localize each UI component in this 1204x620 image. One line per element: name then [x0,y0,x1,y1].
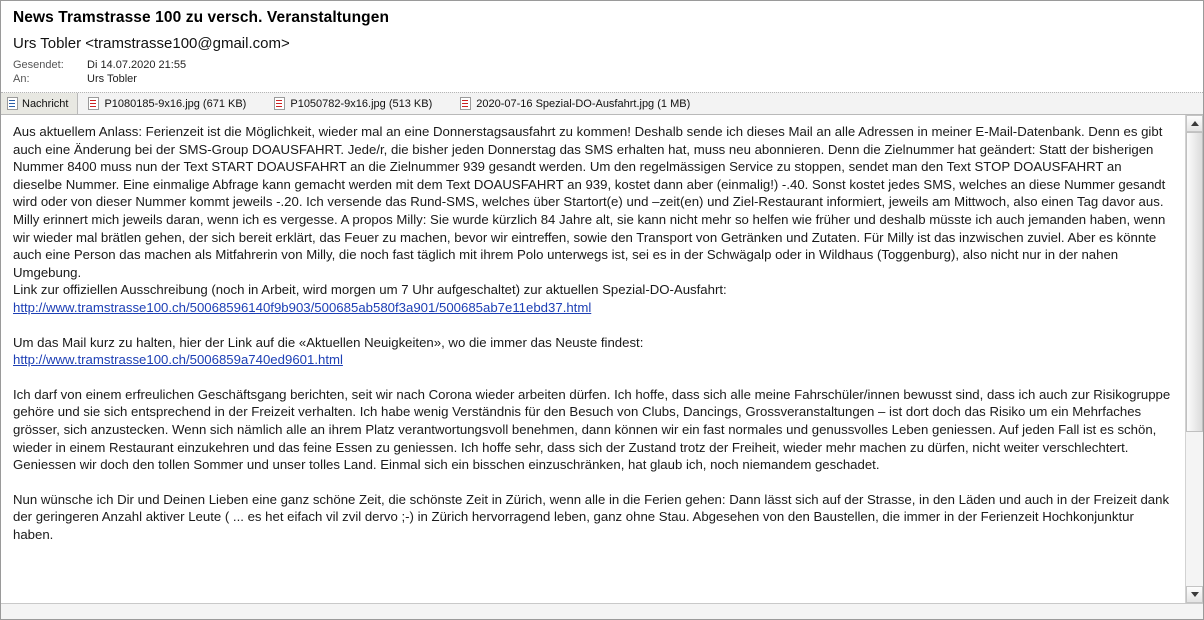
document-icon [460,97,471,110]
tab-message[interactable] [1,93,78,114]
attachment-label-3: 2020-07-16 Spezial-DO-Ausfahrt.jpg (1 MB) [476,97,691,110]
attachment-item-1[interactable] [78,93,264,114]
body-link-1-wrap [13,299,1171,317]
message-from: Urs Tobler <tramstrasse100@gmail.com> [13,35,290,52]
chevron-up-icon [1191,121,1199,126]
attachment-bar [1,92,1203,115]
message-header [1,1,1203,86]
body-paragraph-3: Um das Mail kurz zu halten, hier der Link auf die «Aktuellen Neuigkeiten», wo die immer das Neuste findest: [13,334,644,350]
tab-message-label: Nachricht [22,97,69,110]
vertical-scrollbar[interactable] [1185,115,1203,603]
message-body [1,115,1185,603]
meta-value-sent: Di 14.07.2020 21:55 [87,59,187,71]
status-bar [1,603,1203,620]
scroll-down-button[interactable] [1186,586,1203,603]
meta-row-to [13,72,186,86]
meta-value-to: Urs Tobler [87,73,137,85]
document-icon [274,97,285,110]
body-paragraph-1: Aus aktuellem Anlass: Ferienzeit ist die Möglichkeit, wieder mal an eine Donnerstagsausfahrt zu kommen! Deshalb sende ich dieses Mail an alle Adressen in meiner E-Mail-Datenbank. Denn es gibt auch eine Änderung bei der SMS-Group DOAUSFAHRT. Jede/r, die bisher jeden Donnerstag das SMS erhalten hat, muss neu abonnieren. Denn die Zielnummer hat geändert: Statt der bisherigen Nummer 8400 muss nun der Text START DOAUSFAHRT an die Zielnummer 939 gesandt werden. Um den regelmässigen Service zu stoppen, sendet man den Text STOP DOAUSFAHRT an dieselbe Nummer. Eine einmalige Abfrage kann gemacht werden mit dem Text DOAUSFAHRT an 939, kostet dann aber (einmalig!) -.40. Sonst kostet jedes SMS, welches an diese Nummer gesandt wird oder von dieser Nummer kommt jeweils -.20. Ich versende das Rund-SMS, welches über Startort(e) und –zeit(en) und Ziel-Restaurant informiert, jeweils am Mittwoch, also einen Tag davor aus. Milly erinnert mich jeweils daran, wenn ich es vergesse. A propos Milly: Sie wurde kürzlich 84 Jahre alt, sie kann nicht mehr so helfen wie früher und deshalb müsste ich auch jemanden haben, wenn wir wieder mal brätlen gehen, der sich bereit erklärt, das Feuer zu machen, bevor wir eintreffen, sowie den Transport von Getränken und Zutaten. Für Milly ist das inzwischen zuviel. Aber es könnte auch eine Person das machen als Mitfahrerin von Milly, die noch fast täglich mit ihrem Polo unterwegs ist, sei es in der Schwägalp oder in Wildhaus (Toggenburg), also nicht nur in der nahen Umgebung. [13,124,1166,280]
scroll-up-button[interactable] [1186,115,1203,132]
meta-row-sent [13,58,186,72]
attachment-label-2: P1050782-9x16.jpg (513 KB) [290,97,433,110]
meta-label-to: An: [13,73,30,85]
body-paragraph-2: Link zur offiziellen Ausschreibung (noch in Arbeit, wird morgen um 7 Uhr aufgeschaltet) zur aktuellen Spezial-DO-Ausfahrt: [13,282,727,298]
message-body-area [1,115,1203,603]
meta-label-sent: Gesendet: [13,59,64,71]
body-paragraph-4: Ich darf von einem erfreulichen Geschäftsgang berichten, seit wir nach Corona wieder arbeiten dürfen. Ich hoffe, dass sich alle meine Fahrschüler/innen bewusst sind, dass ich auch zur Risikogruppe gehöre und sie sich entsprechend in der Freizeit verhalten. Ich habe wenig Verständnis für den Besuch von Clubs, Dancings, Grossveranstaltungen – ist dort doch das Risiko um ein Mehrfaches grösser, sich anzustecken. Wenn sich nämlich alle an ihrem Platz verantwortungsvoll benehmen, dann können wir ein fast normales und genussvolles Leben geniessen. Auf jeden Fall ist es schön, wieder in einem Restaurant einzukehren und das feine Essen zu geniessen. Ich hoffe sehr, dass sich der Zustand trotz der Freiheit, wieder mehr machen zu dürfen, nicht weiter verschlechtert. Geniessen wir doch den tollen Sommer und unser tolles Land. Einmal sich ein bisschen einzuschränken, hat glaub ich, noch niemandem geschadet. [13,386,1171,473]
body-link-1[interactable]: http://www.tramstrasse100.ch/50068596140f9b903/500685ab580f3a901/500685ab7e11ebd37.html [13,299,592,315]
chevron-down-icon [1191,592,1199,597]
message-meta [13,58,186,86]
body-paragraph-5: Nun wünsche ich Dir und Deinen Lieben eine ganz schöne Zeit, die schönste Zeit in Zürich, wenn alle in die Ferien gehen: Dann lässt sich auf der Strasse, in den Läden und auch in der Freizeit dank der geringeren Anzahl aktiver Leute ( ... es het eifach vil zvil dervo ;-) in Zürich hervorragend leben, ganz ohne Stau. Abgesehen von den Baustellen, die immer in der Ferienzeit Hochkonjunktur haben. [13,491,1170,542]
scrollbar-thumb[interactable] [1186,132,1203,432]
body-link-2[interactable]: http://www.tramstrasse100.ch/5006859a740ed9601.html [13,352,343,368]
attachment-item-3[interactable] [450,93,708,114]
body-link-2-wrap [13,351,1171,369]
message-icon [7,97,18,110]
attachment-item-2[interactable] [264,93,450,114]
document-icon [88,97,99,110]
attachment-label-1: P1080185-9x16.jpg (671 KB) [104,97,247,110]
scrollbar-track[interactable] [1186,132,1203,586]
message-subject: News Tramstrasse 100 zu versch. Veranstaltungen [13,9,390,26]
